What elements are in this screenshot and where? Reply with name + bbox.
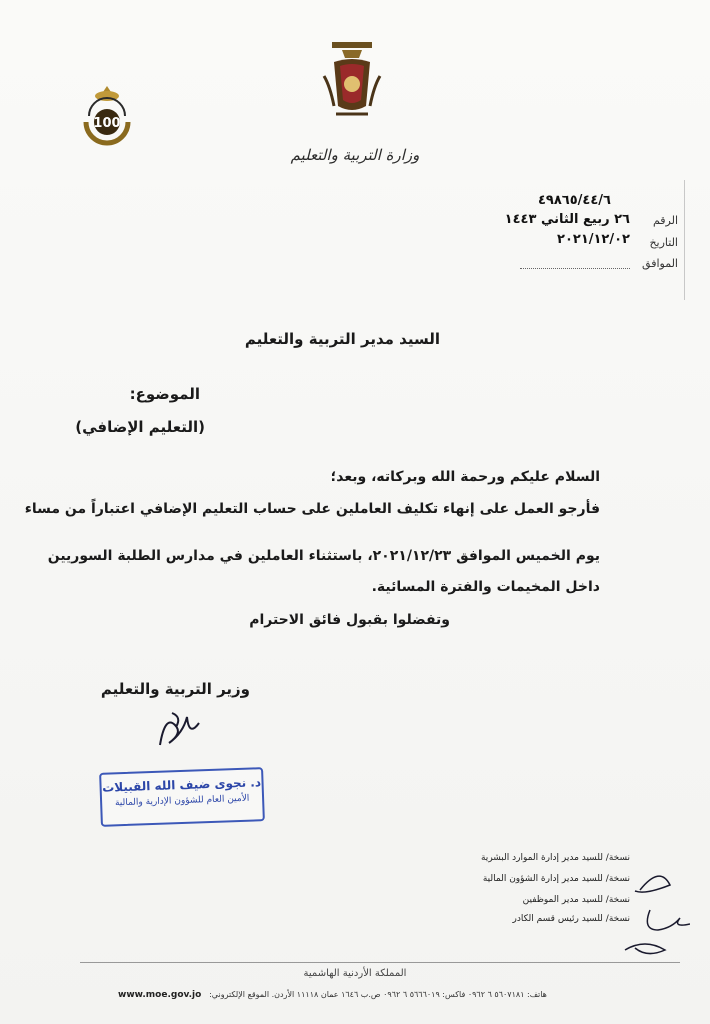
stamp-name: د. نجوى ضيف الله القبيلات xyxy=(101,775,262,795)
number-label: الرقم xyxy=(652,214,678,227)
signatory-title: وزير التربية والتعليم xyxy=(100,680,250,698)
copy-item: نسخة/ للسيد رئيس قسم الكادر xyxy=(512,914,630,924)
copy-item: نسخة/ للسيد مدير الموظفين xyxy=(522,895,630,905)
official-stamp xyxy=(99,767,265,827)
copy-item: نسخة/ للسيد مدير إدارة الموارد البشرية xyxy=(480,853,630,863)
ministry-name: وزارة التربية والتعليم xyxy=(290,146,420,164)
footer-website: www.moe.gov.jo xyxy=(118,990,202,1000)
subject-label: الموضوع: xyxy=(129,385,200,403)
royal-crest-icon xyxy=(320,36,384,132)
centenary-number: 100 xyxy=(93,116,121,131)
stamp-role: الأمين العام للشؤون الإدارية والمالية xyxy=(114,793,250,809)
body-line-3: داخل المخيمات والفترة المسائية. xyxy=(371,579,600,595)
reference-divider xyxy=(684,180,685,300)
subject-value: (التعليم الإضافي) xyxy=(75,418,205,436)
corresponding-dots xyxy=(520,268,630,269)
initials-signature-icon xyxy=(620,860,690,960)
closing: وتفضلوا بقبول فائق الاحترام xyxy=(249,612,450,628)
copy-item: نسخة/ للسيد مدير إدارة الشؤون المالية xyxy=(482,874,630,884)
reference-number: ٤٩٨٦٥/٤٤/٦ xyxy=(538,193,611,208)
date-label: التاريخ xyxy=(649,236,678,249)
greeting: السلام عليكم ورحمة الله وبركاته، وبعد؛ xyxy=(330,469,600,485)
date-gregorian: ٢٠٢١/١٢/٠٢ xyxy=(557,232,630,247)
corresponding-label: الموافق xyxy=(642,257,678,270)
body-line-2: يوم الخميس الموافق ٢٠٢١/١٢/٢٣، باستثناء العاملين في مدارس الطلبة السوريين xyxy=(47,548,600,564)
footer-divider xyxy=(80,962,680,963)
centenary-logo xyxy=(78,82,136,148)
footer-address: هاتف: ٥٦٠٧١٨١ ٦ ٠٩٦٢ فاكس: ٥٦٦٦٠١٩ ٦ ٠٩٦٢ ص.ب ١٦٤٦ عمان ١١١١٨ الأردن. الموقع الإلكتروني: xyxy=(209,990,547,999)
date-hijri: ٢٦ ربيع الثاني ١٤٤٣ xyxy=(504,212,630,227)
addressee: السيد مدير التربية والتعليم xyxy=(244,330,440,348)
signature-icon xyxy=(150,705,210,755)
body-line-1: فأرجو العمل على إنهاء تكليف العاملين على حساب التعليم الإضافي اعتباراً من مساء xyxy=(24,501,600,517)
footer-title: المملكة الأردنية الهاشمية xyxy=(303,968,407,979)
